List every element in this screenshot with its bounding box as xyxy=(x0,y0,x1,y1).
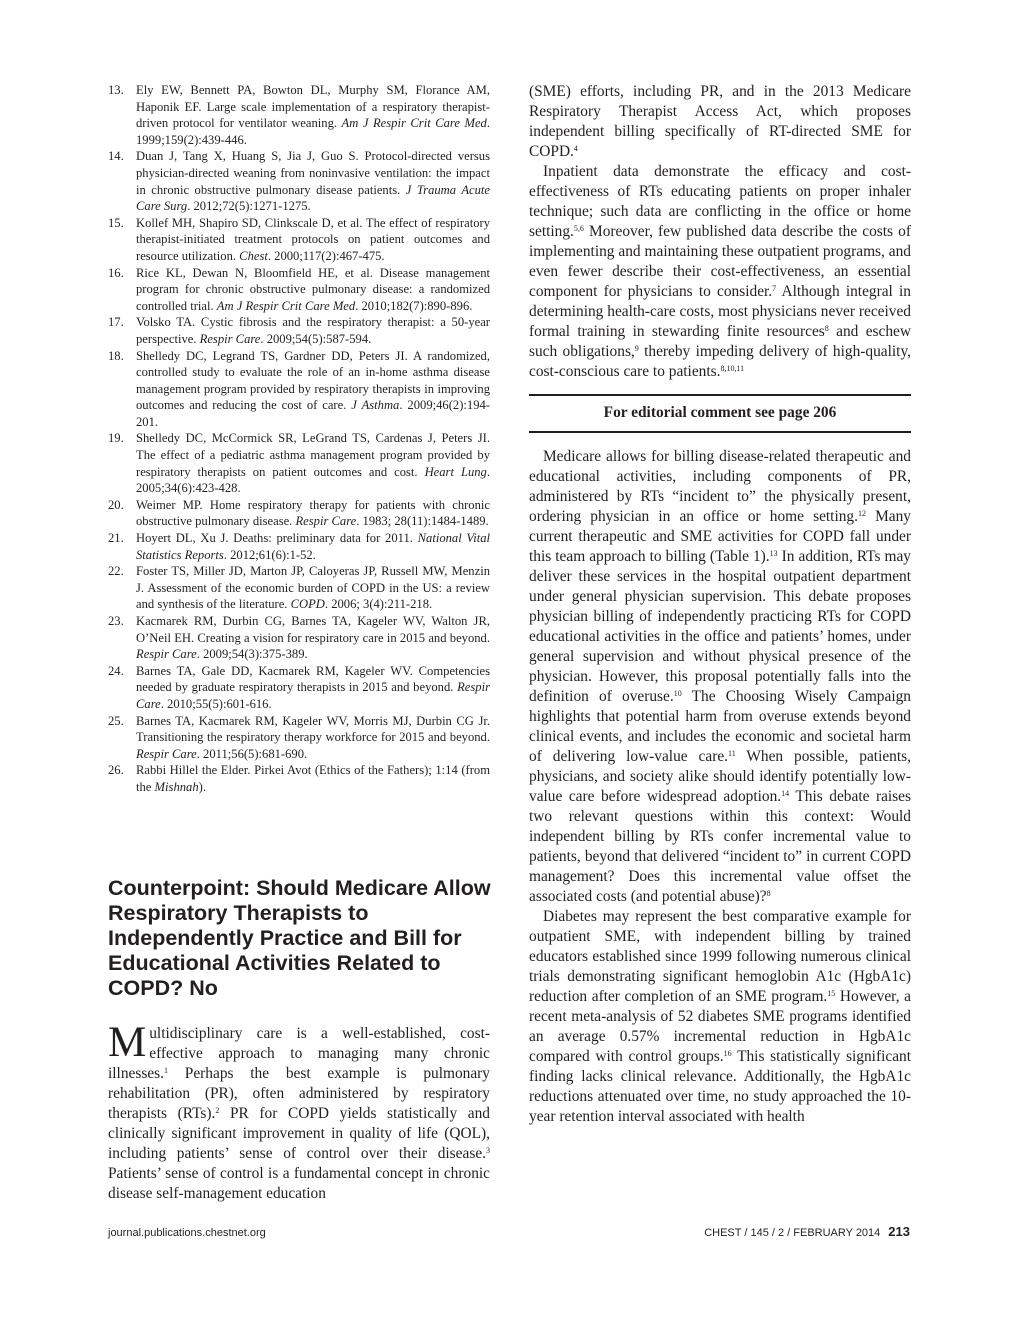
reference-text: Volsko TA. Cystic fibrosis and the respiratory therapist: a 50-year perspective. xyxy=(136,315,490,346)
reference-text: Hoyert DL, Xu J. Deaths: preliminary data for 2011. xyxy=(136,531,418,546)
citation-sup: 4 xyxy=(573,144,578,153)
reference-citation: . 2010;55(5):601-616. xyxy=(160,696,272,711)
intro-text: Perhaps the best example is pulmonary rehabilitation (PR), often administered by respiratory therapists (RTs). xyxy=(108,1065,490,1122)
citation-sup: 13 xyxy=(769,549,778,558)
body-text: (SME) efforts, including PR, and in the 2013 Medicare Respiratory Therapist Access Act, which proposes independent billing specifically of RT-directed SME for COPD. xyxy=(529,83,911,160)
citation-sup: 10 xyxy=(673,689,682,698)
reference-item xyxy=(108,762,490,795)
reference-journal: Respir Care xyxy=(295,514,357,529)
reference-item xyxy=(108,82,490,148)
body-text: Medicare allows for billing disease-related therapeutic and educational activities, including components of PR, administered by RTs “incident to” the physically present, ordering physician in an office or home setting. xyxy=(529,448,911,525)
reference-number: 14. xyxy=(108,149,124,164)
reference-text: Duan J, Tang X, Huang S, Jia J, Guo S. Protocol-directed versus physician-directed weaning from noninvasive ventilation: the impact in chronic obstructive pulmonary disease patients. xyxy=(136,149,490,197)
reference-citation: . 2009;46(2):194-201. xyxy=(136,398,490,429)
citation-sup: 8,10,11 xyxy=(720,364,745,373)
body-text: thereby impeding delivery of high-quality, cost-conscious care to patients. xyxy=(529,343,911,380)
citation-sup: 9 xyxy=(634,344,639,353)
reference-journal: National Vital Statistics Reports xyxy=(136,531,490,562)
reference-journal: COPD xyxy=(290,597,325,612)
intro-text: PR for COPD yields statistically and clinically significant improvement in quality of life (QOL), including patients’ sense of control over their disease. xyxy=(108,1105,490,1162)
reference-item xyxy=(108,314,490,347)
citation-sup: 5,6 xyxy=(573,224,584,233)
reference-journal: Am J Respir Crit Care Med xyxy=(341,116,487,131)
reference-number: 24. xyxy=(108,663,124,678)
reference-text: Kacmarek RM, Durbin CG, Barnes TA, Kageler WV, Walton JR, O’Neil EH. Creating a vision for respiratory care in 2015 and beyond. xyxy=(136,614,490,645)
reference-journal: Am J Respir Crit Care Med xyxy=(216,298,356,313)
body-text: Inpatient data demonstrate the efficacy and cost-effectiveness of RTs educating patients on proper inhaler technique; such data are conflicting in the office or home setting. xyxy=(529,163,911,240)
body-text: Although integral in determining health-care costs, most physicians never received formal training in stewarding finite resources xyxy=(529,283,911,340)
reference-text: Foster TS, Miller JD, Marton JP, Caloyeras JP, Russell MW, Menzin J. Assessment of the economic burden of COPD in the US: a review and synthesis of the literature. xyxy=(136,564,490,612)
citation-sup: 7 xyxy=(772,284,777,293)
reference-text: Barnes TA, Gale DD, Kacmarek RM, Kageler WV. Competencies needed by graduate respiratory therapists in 2015 and beyond. xyxy=(136,663,490,695)
body-text: However, a recent meta-analysis of 52 diabetes SME programs identified an average 0.57% incremental reduction in HgbA1c compared with control groups. xyxy=(529,988,911,1065)
reference-item xyxy=(108,265,490,315)
editorial-comment-box xyxy=(529,394,911,433)
article-title: Counterpoint: Should Medicare Allow Respiratory Therapists to Independently Practice and Bill for Educational Activities Related to COPD? No xyxy=(108,876,491,1000)
reference-number: 19. xyxy=(108,431,124,446)
reference-number: 25. xyxy=(108,713,124,728)
reference-item xyxy=(108,430,490,496)
drop-cap: M xyxy=(108,1019,147,1066)
reference-item xyxy=(108,663,490,713)
reference-item xyxy=(108,348,490,431)
reference-journal: J Asthma xyxy=(351,398,400,413)
reference-text: Ely EW, Bennett PA, Bowton DL, Murphy SM, Florance AM, Haponik EF. Large scale implementation of a respiratory therapist-driven protocol for ventilator weaning. xyxy=(136,83,490,131)
paragraph xyxy=(529,907,911,1127)
reference-item xyxy=(108,530,490,563)
reference-journal: J Trauma Acute Care Surg xyxy=(136,182,490,214)
citation-sup: 14 xyxy=(781,789,790,798)
reference-number: 13. xyxy=(108,83,124,97)
reference-citation: . 2012;72(5):1271-1275. xyxy=(187,199,311,214)
reference-text: Shelledy DC, McCormick SR, LeGrand TS, Cardenas J, Peters JI. The effect of a pediatric asthma management program provided by respiratory therapists on patient outcomes and cost. xyxy=(136,431,490,479)
reference-number: 18. xyxy=(108,348,124,363)
reference-text: Barnes TA, Kacmarek RM, Kageler WV, Morris MJ, Durbin CG Jr. Transitioning the respiratory therapy workforce for 2015 and beyond. xyxy=(136,713,490,745)
reference-text: Kollef MH, Shapiro SD, Clinkscale D, et al. The effect of respiratory therapist-initiated treatment protocols on patient outcomes and resource utilization. xyxy=(136,215,490,263)
reference-number: 15. xyxy=(108,215,124,230)
body-text: Diabetes may represent the best comparative example for outpatient SME, with independent billing by trained educators established since 1999 following numerous clinical trials demonstrating significant hemoglobin A1c (HgbA1c) reduction after completion of an SME program. xyxy=(529,908,911,1005)
body-text: When possible, patients, physicians, and society alike should identify potentially low-value care before widespread adoption. xyxy=(529,748,911,805)
intro-text: ultidisciplinary care is a well-established, cost-effective approach to managing many chronic illnesses. xyxy=(108,1025,490,1082)
continued-paragraph xyxy=(529,82,911,162)
reference-citation: . 1983; 28(11):1484-1489. xyxy=(356,514,489,529)
reference-number: 20. xyxy=(108,497,124,512)
reference-number: 22. xyxy=(108,564,124,579)
paragraph xyxy=(529,162,911,382)
citation-sup: 16 xyxy=(723,1049,732,1058)
intro-paragraph xyxy=(108,1019,490,1204)
reference-citation: . 2005;34(6):423-428. xyxy=(136,464,490,496)
body-text: This statistically significant finding lacks clinical relevance. Additionally, the HgbA1c reductions attenuated over time, no study approached the 10-year retention interval associated with health xyxy=(529,1048,911,1125)
reference-citation: ). xyxy=(198,779,206,794)
reference-citation: . 2000;117(2):467-475. xyxy=(267,248,385,263)
footer-url[interactable]: journal.publications.chestnet.org xyxy=(108,1227,266,1239)
citation-sup: 11 xyxy=(728,749,736,758)
reference-journal: Mishnah xyxy=(154,779,199,794)
reference-text: Rabbi Hillel the Elder. Pirkei Avot (Ethics of the Fathers); 1:14 (from the xyxy=(136,763,490,794)
citation-sup: 8 xyxy=(766,889,771,898)
page-number: 213 xyxy=(888,1224,910,1239)
reference-citation: . 1999;159(2):439-446. xyxy=(136,116,490,147)
citation-sup: 15 xyxy=(827,989,836,998)
reference-journal: Respir Care xyxy=(136,680,490,711)
reference-item xyxy=(108,613,490,663)
reference-citation: . 2009;54(3):375-389. xyxy=(196,647,308,662)
reference-citation: . 2009;54(5):587-594. xyxy=(260,331,372,346)
reference-text: Shelledy DC, Legrand TS, Gardner DD, Peters JI. A randomized, controlled study to evaluate the role of an in-home asthma disease management program provided by respiratory therapists in improving outcomes and reducing the cost of care. xyxy=(136,348,490,413)
citation-sup: 3 xyxy=(486,1146,490,1155)
journal-info: CHEST / 145 / 2 / FEBRUARY 2014 xyxy=(704,1227,881,1239)
divider xyxy=(529,431,911,433)
editorial-comment-link[interactable]: For editorial comment see page 206 xyxy=(603,404,837,421)
reference-item xyxy=(108,563,490,613)
reference-item xyxy=(108,215,490,265)
reference-citation: . 2011;56(5):681-690. xyxy=(196,746,308,761)
reference-citation: . 2010;182(7):890-896. xyxy=(355,298,473,313)
reference-journal: Chest xyxy=(239,248,268,263)
reference-journal: Respir Care xyxy=(136,746,197,761)
paragraph xyxy=(529,447,911,907)
reference-number: 26. xyxy=(108,763,124,778)
reference-journal: Respir Care xyxy=(199,331,261,346)
citation-sup: 12 xyxy=(857,509,866,518)
reference-journal: Respir Care xyxy=(136,647,197,662)
reference-text: Weimer MP. Home respiratory therapy for patients with chronic obstructive pulmonary disease. xyxy=(136,497,490,529)
citation-sup: 1 xyxy=(164,1066,169,1075)
references-column xyxy=(108,82,490,796)
reference-citation: . 2006; 3(4):211-218. xyxy=(324,597,433,612)
reference-text: Rice KL, Dewan N, Bloomfield HE, et al. Disease management program for chronic obstructive pulmonary disease: a randomized controlled trial. xyxy=(136,265,490,313)
right-column xyxy=(529,82,911,1127)
body-text: The Choosing Wisely Campaign highlights that potential harm from overuse extends beyond clinical events, and includes the economic and societal harm of delivering low-value care. xyxy=(529,688,911,765)
reference-list xyxy=(108,82,490,796)
body-text: Moreover, few published data describe the costs of implementing and maintaining these outpatient programs, and even fewer describe their cost-effectiveness, an essential component for physicians to consider. xyxy=(529,223,911,300)
article-intro xyxy=(108,1019,490,1204)
reference-number: 16. xyxy=(108,265,124,280)
intro-text: Patients’ sense of control is a fundamental concept in chronic disease self-management education xyxy=(108,1165,490,1202)
reference-number: 21. xyxy=(108,531,124,546)
reference-number: 17. xyxy=(108,315,124,330)
reference-number: 23. xyxy=(108,614,124,628)
footer-journal-info xyxy=(704,1225,910,1240)
reference-citation: . 2012;61(6):1-52. xyxy=(223,547,316,562)
reference-journal: Heart Lung xyxy=(424,464,487,479)
reference-item xyxy=(108,497,490,530)
citation-sup: 8 xyxy=(824,324,829,333)
reference-item xyxy=(108,148,490,214)
body-text: In addition, RTs may deliver these services in the hospital outpatient department under general physician supervision. This debate proposes physician billing of independently practicing RTs for COPD educational activities in the office and patients’ homes, under general supervision and without physical presence of the physician. However, this proposal potentially falls into the definition of overuse. xyxy=(529,548,911,705)
citation-sup: 2 xyxy=(215,1106,220,1115)
reference-item xyxy=(108,713,490,763)
body-text: and eschew such obligations, xyxy=(529,323,911,360)
body-text: This debate raises two relevant questions within this context: Would independent billing by RTs confer incremental value to patients, beyond that delivered “incident to” in current COPD management? Does this incremental value offset the associated costs (and potential abuse)? xyxy=(529,788,911,905)
body-text: Many current therapeutic and SME activities for COPD fall under this team approach to billing (Table 1). xyxy=(529,508,911,565)
